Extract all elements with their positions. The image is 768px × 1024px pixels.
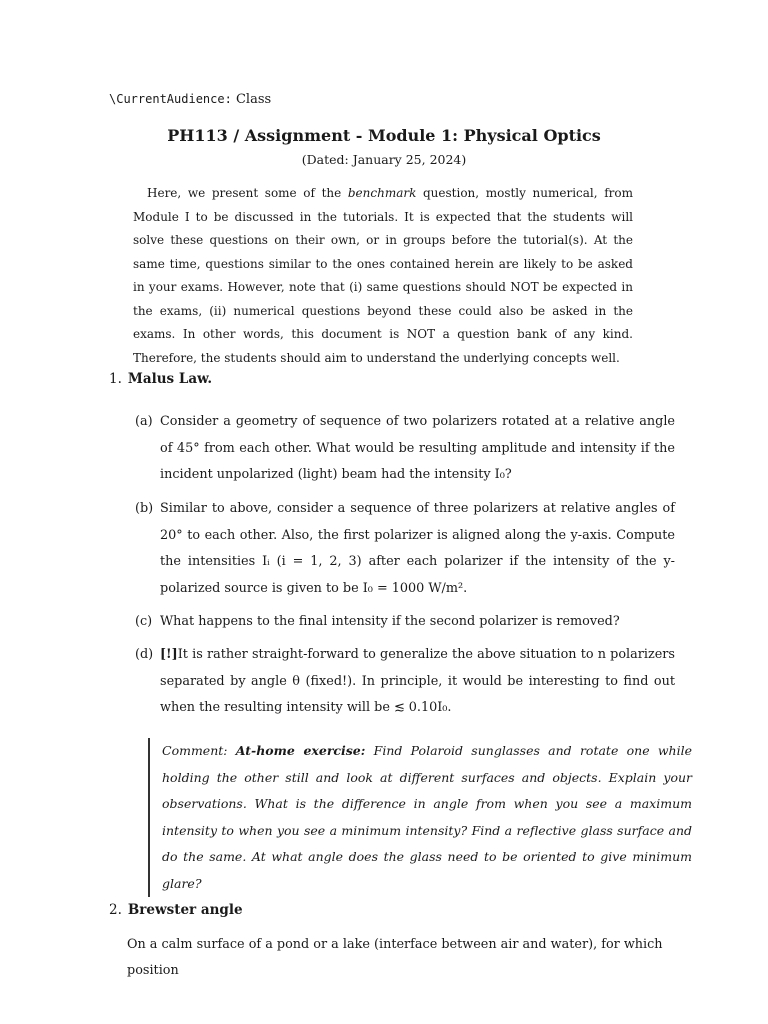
question-label: (a) xyxy=(135,414,153,429)
question-1b xyxy=(135,496,675,602)
audience-value: Class xyxy=(235,92,272,107)
question-text xyxy=(160,642,675,722)
comment-text: Find Polaroid sunglasses and rotate one while holding the other still and look at different surfaces and objects. Explain your observations. What is the difference in angle from when you see a maximum intensity to when you see a minimum intensity? Find a reflective glass surface and do the same. At what angle does the glass need to be oriented to give minimum glare? xyxy=(162,743,692,891)
audience-command: \CurrentAudience: xyxy=(109,92,232,106)
abstract-pre: Here, we present some of the xyxy=(147,186,348,200)
question-label: (b) xyxy=(135,501,154,516)
question-text: Similar to above, consider a sequence of three polarizers at relative angles of 20° to each other. Also, the first polarizer is aligned along the y-axis. Compute the intensities Iᵢ (i = 1, 2, 3) after each polarizer if the intensity of the y-polarized source is given to be I₀ = 1000 W/m². xyxy=(160,501,675,596)
abstract-emphasis: benchmark xyxy=(347,186,417,200)
abstract-post: question, mostly numerical, from Module I to be discussed in the tutorials. It is expected that the students will solve these questions on their own, or in groups before the tutorial(s). At the same time, questions similar to the ones contained herein are likely to be asked in your exams. However, note that (i) same questions should NOT be expected in the exams, (ii) numerical questions beyond these could also be asked in the exams. In other words, this document is NOT a question bank of any kind. Therefore, the students should aim to understand the underlying concepts well. xyxy=(133,186,633,365)
challenge-mark: [!] xyxy=(160,647,178,662)
question-body: It is rather straight-forward to generalize the above situation to n polarizers separated by angle θ (fixed!). In principle, it would be interesting to find out when the resulting intensity will be ≲ 0.10I₀. xyxy=(160,647,675,715)
comment-exercise-label: At-home exercise: xyxy=(235,743,366,758)
current-audience-line xyxy=(109,92,271,107)
comment-box xyxy=(148,738,692,897)
section-1-heading xyxy=(109,371,212,387)
question-1d xyxy=(135,642,675,722)
abstract-paragraph xyxy=(133,182,633,370)
section-2-paragraph: On a calm surface of a pond or a lake (interface between air and water), for which position xyxy=(127,937,663,978)
section-1-number: 1. xyxy=(109,371,122,387)
question-text: What happens to the final intensity if the second polarizer is removed? xyxy=(160,614,620,629)
question-text: Consider a geometry of sequence of two polarizers rotated at a relative angle of 45° from each other. What would be resulting amplitude and intensity if the incident unpolarized (light) beam had the intensity I₀? xyxy=(160,414,675,482)
question-1a xyxy=(135,409,675,489)
section-2-number: 2. xyxy=(109,902,122,918)
question-label: (d) xyxy=(135,647,154,662)
comment-lead: Comment: xyxy=(162,743,228,758)
document-date: (Dated: January 25, 2024) xyxy=(301,152,467,167)
section-2-title: Brewster angle xyxy=(127,902,243,918)
question-label: (c) xyxy=(135,614,153,629)
section-1-title: Malus Law. xyxy=(127,371,213,387)
section-2-heading xyxy=(109,902,243,918)
question-1c xyxy=(135,609,675,636)
document-title: PH113 / Assignment - Module 1: Physical Optics xyxy=(167,126,601,145)
